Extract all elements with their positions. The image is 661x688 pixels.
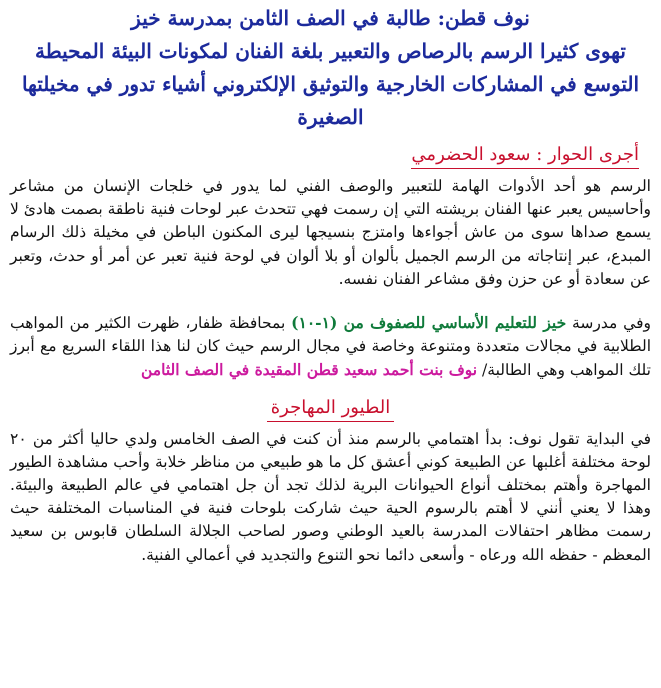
headline-line-2: تهوى كثيرا الرسم بالرصاص والتعبير بلغة الفنان لمكونات البيئة المحيطة [35,39,626,63]
interviewer-byline: أجرى الحوار : سعود الحضرمي [411,142,639,169]
section-paragraph: في البداية تقول نوف: بدأ اهتمامي بالرسم منذ أن كنت في الصف الخامس ولدي حاليا أكثر من ٢٠ لوحة مختلفة أغلبها عن الطبيعة كوني أعشق كل ما هو طبيعي من مناظر خلابة وأحب مشاهدة الطيور المهاجرة وأهتم بمختلف أنواع الحيوانات البرية لذلك تجد أن جل اهتمامي في عالم الطبيعة والبيئة. وهذا لا يعني أنني لا أهتم بالرسوم الحية حيث شاركت بلوحات فنية في المناسبات المختلفة حيث رسمت مظاهر احتفالات المدرسة بالعيد الوطني وصور لصاحب الجلالة السلطان قابوس بن سعيد المعظم - حفظه الله ورعاه - وأسعى دائما نحو التنوع والتجديد في أعمالي الفنية. [10,429,651,564]
article-header [10,2,651,134]
student-name-highlight: نوف بنت أحمد سعيد قطن المقيدة في الصف الثامن [141,360,478,380]
intro-paragraph-2 [10,311,651,383]
headline-line-3: التوسع في المشاركات الخارجية والتوثيق الإلكتروني أشياء تدور في مخيلتها الصغيرة [21,72,640,129]
school-name-highlight: خيز للتعليم الأساسي للصفوف من (١-١٠) [291,313,567,333]
section-heading-row [10,395,651,422]
headline-line-1: نوف قطن: طالبة في الصف الثامن بمدرسة خيز [131,6,530,30]
section-title: الطيور المهاجرة [267,395,395,422]
paragraph-2-lead: وفي مدرسة [566,314,651,333]
byline-row [10,142,639,169]
intro-paragraph-1: الرسم هو أحد الأدوات الهامة للتعبير والوصف الفني لما يدور في خلجات الإنسان من مشاعر وأحاسيس يعبر عنها الفنان بريشته التي إن رسمت فهي تتحدث عبر لوحات فنية ناطقة بصمت هادئ لا يسمع صداها سوى من عاش أجواءها وامتزج بنسيجها ليرى المكنون الباطن في مخيلة ذلك الرسام المبدع، عبر إنتاجاته من الرسم الجميل بألوان أو بلا ألوان في لوحة فنية تعبر عن أمر أو حدث، وتعبر عن سعادة أو عن حزن وفق مشاعر الفنان نفسه. [10,177,651,288]
paragraph-2-middle: بمحافظة ظفار، ظهرت الكثير من المواهب الطلابية في مجالات متعددة ومتنوعة وخاصة في مجال الرسم حيث كان لنا هذا اللقاء السريع مع أبرز تلك المواهب وهي الطالبة/ [10,314,651,380]
